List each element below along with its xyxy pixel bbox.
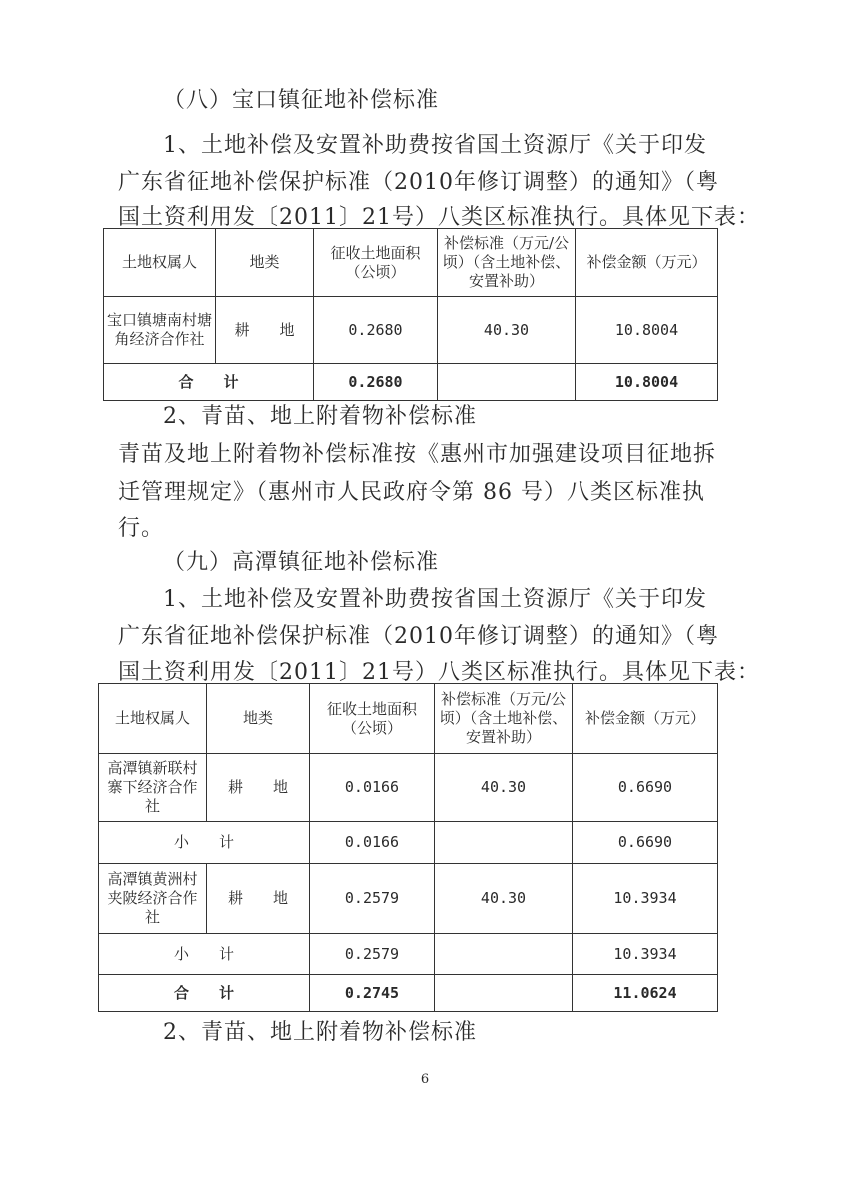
section-8-paragraph-line: 行。 (118, 516, 165, 541)
subtotal-area: 0.2579 (310, 934, 435, 975)
header-area: 征收土地面积（公顷） (310, 684, 435, 754)
header-rate: 补偿标准（万元/公顷）（含土地补偿、安置补助） (438, 229, 576, 297)
section-8-subheading: 2、青苗、地上附着物补偿标准 (163, 404, 477, 429)
rate-cell: 40.30 (435, 864, 573, 934)
table-row (99, 754, 718, 822)
rate-cell: 40.30 (435, 754, 573, 822)
section-9-compensation-table (98, 683, 718, 1012)
empty-cell (435, 934, 573, 975)
table-header-row (104, 229, 718, 297)
subtotal-label: 小 计 (99, 822, 310, 864)
rate-cell: 40.30 (438, 297, 576, 364)
section-9-subheading: 2、青苗、地上附着物补偿标准 (163, 1020, 477, 1045)
total-area: 0.2745 (310, 975, 435, 1012)
owner-cell: 高潭镇黄洲村夹陂经济合作社 (99, 864, 207, 934)
land-type-cell: 耕 地 (216, 297, 314, 364)
header-amount: 补偿金额（万元） (576, 229, 718, 297)
subtotal-amount: 10.3934 (573, 934, 718, 975)
area-cell: 0.2579 (310, 864, 435, 934)
section-9-heading: （九）高潭镇征地补偿标准 (163, 550, 440, 575)
section-8-paragraph-line: 迁管理规定》（惠州市人民政府令第 86 号）八类区标准执 (118, 480, 705, 505)
area-cell: 0.2680 (314, 297, 438, 364)
amount-cell: 10.3934 (573, 864, 718, 934)
header-amount: 补偿金额（万元） (573, 684, 718, 754)
table-total-row (99, 975, 718, 1012)
header-land-type: 地类 (216, 229, 314, 297)
total-amount: 11.0624 (573, 975, 718, 1012)
total-label: 合 计 (99, 975, 310, 1012)
table-header-row (99, 684, 718, 754)
section-8-paragraph-line: 1、土地补偿及安置补助费按省国土资源厅《关于印发 (163, 133, 707, 158)
total-area: 0.2680 (314, 364, 438, 401)
section-9-paragraph-line: 国土资利用发〔2011〕21号）八类区标准执行。具体见下表： (118, 660, 760, 685)
total-label: 合 计 (104, 364, 314, 401)
header-land-type: 地类 (207, 684, 310, 754)
area-cell: 0.0166 (310, 754, 435, 822)
table-row (99, 864, 718, 934)
empty-cell (438, 364, 576, 401)
total-amount: 10.8004 (576, 364, 718, 401)
section-8-heading: （八）宝口镇征地补偿标准 (163, 88, 440, 113)
subtotal-amount: 0.6690 (573, 822, 718, 864)
section-8-compensation-table (103, 228, 718, 401)
owner-cell: 高潭镇新联村寨下经济合作社 (99, 754, 207, 822)
subtotal-area: 0.0166 (310, 822, 435, 864)
header-owner: 土地权属人 (99, 684, 207, 754)
table-subtotal-row (99, 822, 718, 864)
page-number: 6 (420, 1072, 430, 1087)
header-area: 征收土地面积（公顷） (314, 229, 438, 297)
header-rate: 补偿标准（万元/公顷）（含土地补偿、安置补助） (435, 684, 573, 754)
section-9-paragraph-line: 1、土地补偿及安置补助费按省国土资源厅《关于印发 (163, 587, 707, 612)
subtotal-label: 小 计 (99, 934, 310, 975)
empty-cell (435, 975, 573, 1012)
section-8-paragraph-line: 广东省征地补偿保护标准（2010年修订调整）的通知》（粤 (118, 170, 719, 195)
amount-cell: 0.6690 (573, 754, 718, 822)
land-type-cell: 耕 地 (207, 754, 310, 822)
section-8-paragraph-line: 青苗及地上附着物补偿标准按《惠州市加强建设项目征地拆 (118, 442, 717, 467)
section-9-paragraph-line: 广东省征地补偿保护标准（2010年修订调整）的通知》（粤 (118, 624, 719, 649)
table-row (104, 297, 718, 364)
header-owner: 土地权属人 (104, 229, 216, 297)
amount-cell: 10.8004 (576, 297, 718, 364)
owner-cell: 宝口镇塘南村塘角经济合作社 (104, 297, 216, 364)
table-subtotal-row (99, 934, 718, 975)
table-total-row (104, 364, 718, 401)
empty-cell (435, 822, 573, 864)
section-8-paragraph-line: 国土资利用发〔2011〕21号）八类区标准执行。具体见下表： (118, 205, 760, 230)
land-type-cell: 耕 地 (207, 864, 310, 934)
